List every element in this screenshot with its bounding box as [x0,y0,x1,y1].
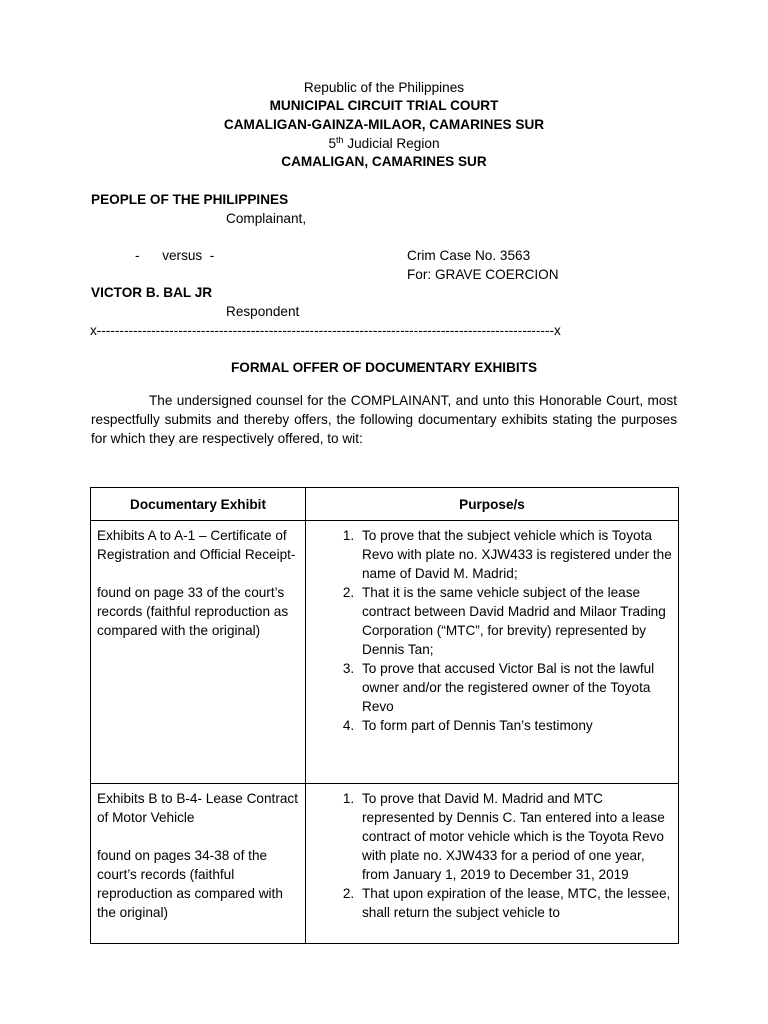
exhibit-description: Exhibits B to B-4- Lease Contract of Motor Vehicle [97,791,298,825]
purpose-item: 2. That upon expiration of the lease, MTC, the lessee, shall return the subject vehicle to [358,884,672,922]
case-charge: For: GRAVE COERCION [407,267,559,282]
header-documentary-exhibit: Documentary Exhibit [91,488,306,521]
table-header-row [91,488,679,521]
court-city: CAMALIGAN, CAMARINES SUR [281,154,487,169]
region-text: Judicial Region [343,136,440,151]
exhibits-table [90,487,679,944]
purpose-item: 1. To prove that the subject vehicle which is Toyota Revo with plate no. XJW433 is registered under the name of David M. Madrid; [358,526,672,583]
purpose-item: 2. That it is the same vehicle subject of the lease contract between David Madrid and Milaor Trading Corporation (“MTC”, for brevity) represented by Dennis Tan; [358,583,672,659]
region-number: 5 [328,136,337,151]
complainant-role: Complainant, [226,211,307,226]
republic-line: Republic of the Philippines [303,80,465,95]
judicial-region [0,136,768,151]
intro-paragraph: The undersigned counsel for the COMPLAINANT, and unto this Honorable Court, most respectfully submits and thereby offers, the following documentary exhibits stating the purposes for which they are respectively offered, to wit: [91,393,677,446]
case-number: Crim Case No. 3563 [407,248,531,263]
exhibit-cell [91,521,306,784]
region-suffix: th [336,135,344,145]
exhibit-cell [91,784,306,944]
purpose-list [312,526,672,735]
respondent-name: VICTOR B. BAL JR [91,285,213,300]
caption-separator: x-----------------------------------------------------------------------------------------------------x [90,323,561,338]
purpose-item: 3. To prove that accused Victor Bal is not the lawful owner and/or the registered owner of the Toyota Revo [358,659,672,716]
court-name: MUNICIPAL CIRCUIT TRIAL COURT [269,98,499,113]
versus-label: - versus - [135,248,215,263]
purpose-item: 4. To form part of Dennis Tan’s testimony [358,716,672,735]
document-title: FORMAL OFFER OF DOCUMENTARY EXHIBITS [230,360,538,375]
complainant-name: PEOPLE OF THE PHILIPPINES [91,192,289,207]
table-row [91,521,679,784]
header-purposes: Purpose/s [306,488,679,521]
exhibit-description: Exhibits A to A-1 – Certificate of Registration and Official Receipt- [97,528,296,562]
purpose-list [312,789,672,922]
exhibit-location: found on page 33 of the court’s records (faithful reproduction as compared with the original) [97,585,289,638]
exhibit-location: found on pages 34-38 of the court’s records (faithful reproduction as compared with the original) [97,848,283,920]
purposes-cell [306,784,679,944]
respondent-role: Respondent [226,304,300,319]
court-location: CAMALIGAN-GAINZA-MILAOR, CAMARINES SUR [223,117,545,132]
purpose-item: 1. To prove that David M. Madrid and MTC represented by Dennis C. Tan entered into a lease contract of motor vehicle which is the Toyota Revo with plate no. XJW433 for a period of one year, from January 1, 2019 to December 31, 2019 [358,789,672,884]
table-row [91,784,679,944]
purposes-cell [306,521,679,784]
